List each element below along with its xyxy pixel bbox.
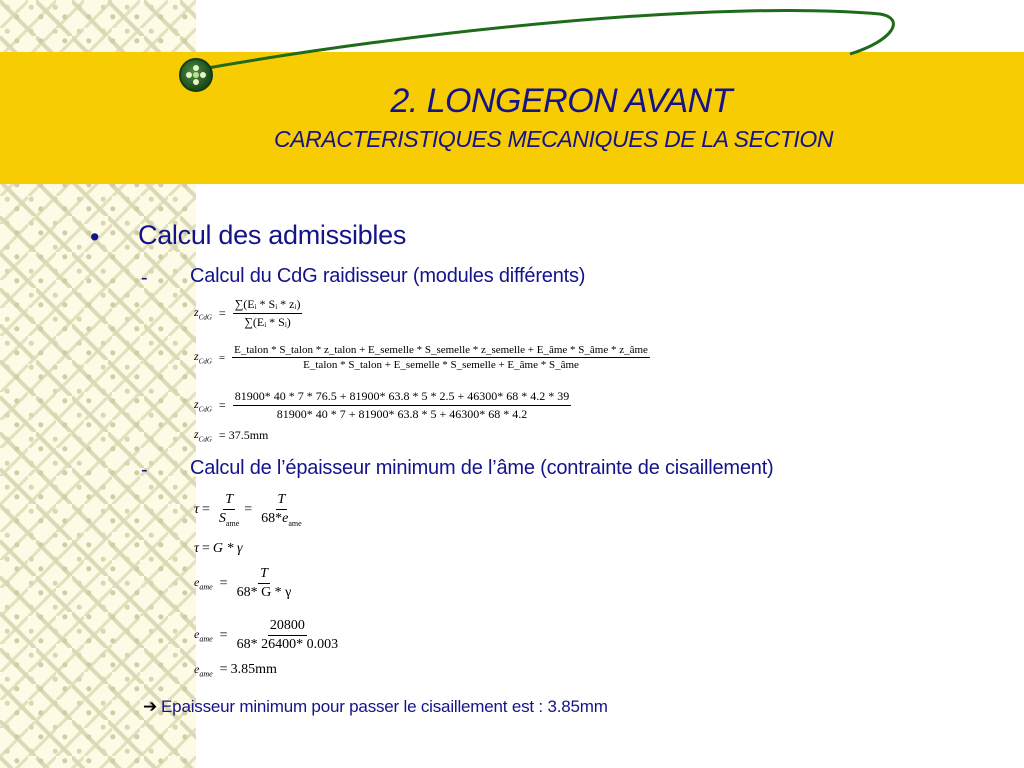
dash-marker: - [141,459,148,481]
equation-e-result: $e_{ame}$ = 3.85mm [194,662,277,679]
logo-orb-icon [179,58,213,92]
slide-title: 2. LONGERON AVANT [390,82,732,120]
slide-subtitle: CARACTERISTIQUES MECANIQUES DE LA SECTION [274,126,834,152]
equation-cdg-result: $z_{CdG}$ = 37.5mm [194,427,269,444]
equation-cdg-numeric: $z_{CdG}$ = 81900* 40 * 7 * 76.5 + 81900* 63.8 * 5 * 2.5 + 46300* 68 * 4.2 * 39 81900* 40 * 7 + 81900* 63.8 * 5 + 46300* 68 * 4.2 [194,389,570,421]
equation-cdg-expanded: $z_{CdG}$ = E_talon * S_talon * z_talon + E_semelle * S_semelle * z_semelle + E_âme * S_âme * z_âme E_talon * S_talon + E_semelle * S_semelle + E_âme * S_âme [194,344,648,371]
subsection-shear-label: Calcul de l’épaisseur minimum de l’âme (contrainte de cisaillement) [190,457,774,479]
equation-e-symbolic: $e_{ame}$ = $\frac{T}{68* G * \gamma}$ [194,566,292,600]
conclusion-text: Epaisseur minimum pour passer le cisaillement est : 3.85mm [161,697,608,716]
arrow-right-icon: ➔ [143,697,158,717]
equation-tau-g-gamma: τ = G * γ [194,541,243,556]
subsection-cdg-label: Calcul du CdG raidisseur (modules différents) [190,265,586,287]
equation-e-numeric: $e_{ame}$ = $\frac{20800}{68* 26400* 0.003}$ [194,618,339,652]
equation-cdg-general: $z_{CdG}$ = $\frac{\text{∑(Eᵢ * Sᵢ * zᵢ)}}{\text{∑(Eᵢ * Sᵢ)}}$ [194,297,301,329]
dash-marker: - [141,267,148,289]
bullet-marker: • [90,222,100,252]
conclusion-line [143,697,608,717]
equation-tau-def: τ = $\frac{T}{S_{ame}}$ = $\frac{T}{68*e_{ame}}$ [194,492,302,528]
section-heading: Calcul des admissibles [138,220,407,250]
